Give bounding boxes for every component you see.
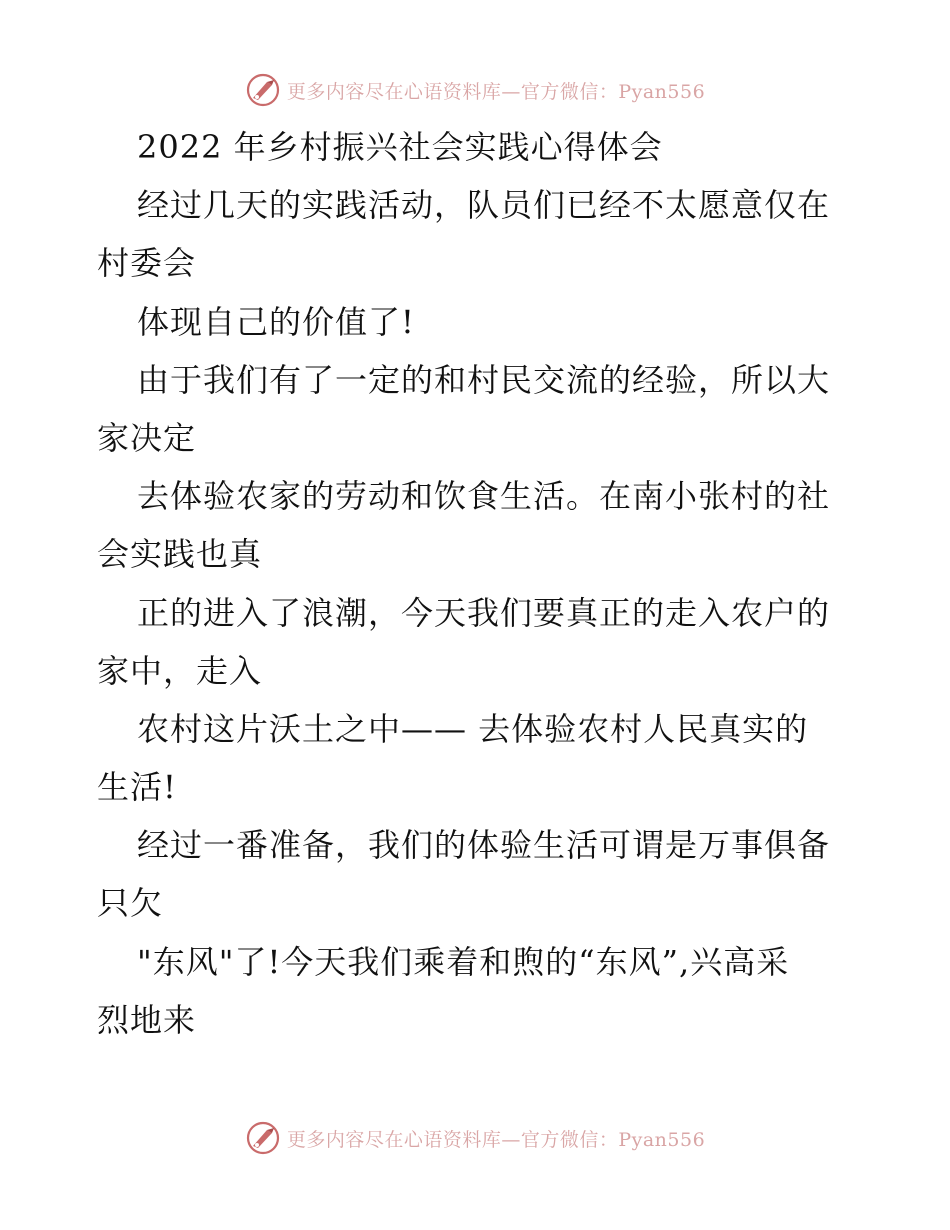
document-body — [97, 118, 857, 1049]
text-line: 生活! — [97, 768, 177, 807]
text-line: 只欠 — [97, 884, 164, 923]
text-line: 去体验农家的劳动和饮食生活。在南小张村的社 — [137, 477, 831, 516]
document-title: 2022 年乡村振兴社会实践心得体会 — [137, 128, 663, 166]
text-line: 经过一番准备，我们的体验生活可谓是万事俱备 — [137, 826, 831, 865]
text-line: 家中，走入 — [97, 651, 263, 690]
text-line: "东风"了!今天我们乘着和煦的“东风”,兴高采 — [137, 942, 790, 981]
footer-watermark — [0, 1118, 950, 1158]
text-line: 正的进入了浪潮，今天我们要真正的走入农户的 — [137, 593, 831, 632]
header-watermark — [0, 70, 950, 110]
text-line: 经过几天的实践活动，队员们已经不太愿意仅在 — [137, 186, 831, 225]
text-line: 农村这片沃土之中—— 去体验农村人民真实的 — [137, 709, 809, 748]
text-line: 由于我们有了一定的和村民交流的经验，所以大 — [137, 360, 831, 399]
pen-emblem-icon — [245, 72, 281, 108]
text-line: 家决定 — [97, 418, 197, 457]
paragraph-lines — [97, 176, 857, 1049]
text-line: 体现自己的价值了! — [137, 302, 415, 341]
watermark-text: 更多内容尽在心语资料库—官方微信：Pyan556 — [286, 1128, 706, 1151]
watermark-text: 更多内容尽在心语资料库—官方微信：Pyan556 — [286, 80, 706, 103]
text-line: 烈地来 — [97, 1000, 197, 1039]
text-line: 会实践也真 — [97, 535, 263, 574]
pen-emblem-icon — [245, 1120, 281, 1156]
text-line: 村委会 — [97, 244, 197, 283]
